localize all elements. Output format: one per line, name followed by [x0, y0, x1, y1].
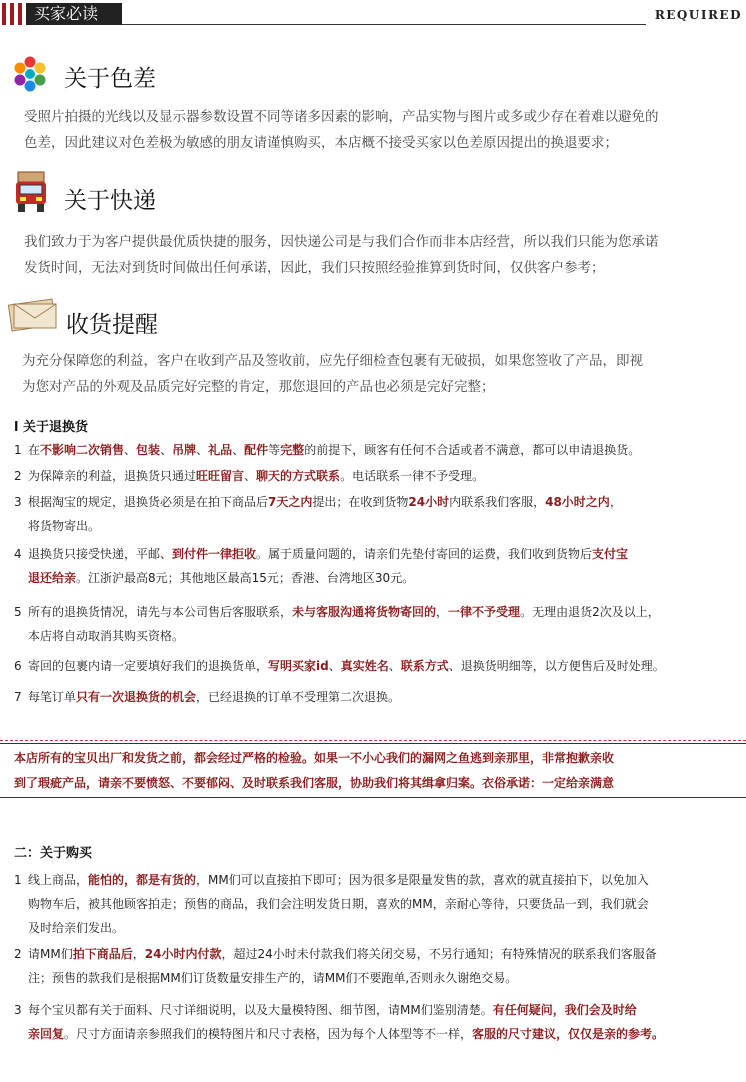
header-tab: 买家必读 [26, 3, 122, 25]
returns-item [14, 464, 484, 488]
emphasis-text: 配件 [244, 443, 269, 457]
item-number: 6 [14, 659, 22, 673]
text-segment: 、 [196, 443, 209, 457]
emphasis-text: 吊牌 [172, 443, 197, 457]
returns-item [14, 685, 400, 709]
text-segment: ，MM们可以直接拍下即可；因为很多是限量发售的款，喜欢的就直接拍下，以免加入 [196, 873, 649, 887]
item-number: 4 [14, 547, 22, 561]
text-line: 发货时间，无法对到货时间做出任何承诺，因此，我们只按照经验推算到货时间，仅供客户参考； [24, 260, 605, 276]
emphasis-text: 一律不予受理 [448, 605, 521, 619]
text-segment: 、退换货明细等，以方便售后及时处理。 [448, 659, 665, 673]
emphasis-text: 7天之内 [268, 495, 313, 509]
item-line [14, 916, 649, 940]
emphasis-text: 退还给亲 [28, 571, 77, 585]
text-segment: 。无理由退货2次及以上， [520, 605, 660, 619]
header-line [122, 24, 646, 25]
emphasis-text: 礼品 [208, 443, 233, 457]
text-segment: 为保障亲的利益，退换货只通过 [28, 469, 197, 483]
item-continuation: 将货物寄出。 [28, 519, 101, 533]
header-stripe [10, 3, 14, 25]
text-segment: 等 [268, 443, 281, 457]
purchase-title: 二：关于购买 [14, 846, 93, 861]
text-line: 色差，因此建议对色差极为敏感的朋友请谨慎购买，本店概不接受买家以色差原因提出的换退要求； [24, 135, 618, 151]
item-continuation [14, 566, 628, 590]
text-segment: 请MM们 [28, 947, 73, 961]
emphasis-text: 聊天的方式联系 [256, 469, 341, 483]
notice-text [14, 746, 744, 796]
text-segment: 线上商品， [28, 873, 89, 887]
item-number: 1 [14, 443, 22, 457]
notice-border-top-solid [0, 743, 746, 744]
item-number: 5 [14, 605, 22, 619]
returns-item [14, 654, 665, 678]
item-number: 2 [14, 469, 22, 483]
text-segment: ，已经退换的订单不受理第二次退换。 [196, 690, 401, 704]
text-segment: 购物车后，被其他顾客拍走；预售的商品，我们会注明发货日期，喜欢的MM，亲耐心等待，只要货品一到，我们就会 [28, 897, 649, 911]
text-segment: 。属于质量问题的，请亲们先垫付寄回的运费，我们收到货物后 [256, 547, 593, 561]
text-segment: 每笔订单 [28, 690, 77, 704]
text-segment: ，超过24小时未付款我们将关闭交易，不另行通知；有特殊情况的联系我们客服备 [221, 947, 657, 961]
text-segment: 、 [160, 443, 173, 457]
emphasis-text: 有任何疑问，我们会及时给 [492, 1003, 637, 1017]
text-segment: 的前提下，顾客有任何不合适或者不满意，都可以申请退换货。 [304, 443, 641, 457]
emphasis-text: 到付件一律拒收 [172, 547, 257, 561]
emphasis-text: 客服的尺寸建议，仅仅是亲的参考。 [472, 1027, 665, 1041]
text-segment: 。电话联系一律不予受理。 [340, 469, 485, 483]
item-line [14, 1022, 664, 1046]
emphasis-text: 真实姓名 [340, 659, 389, 673]
text-segment: 所有的退换货情况，请先与本公司售后客服联系， [28, 605, 293, 619]
item-line [14, 868, 649, 892]
emphasis-text: 联系方式 [400, 659, 449, 673]
text-segment: ， [132, 947, 145, 961]
text-segment: 、 [232, 443, 245, 457]
item-number: 3 [14, 495, 22, 509]
item-number: 3 [14, 1003, 22, 1017]
notice-line: 到了瑕疵产品，请亲不要愤怒、不要郁闷、及时联系我们客服，协助我们将其缉拿归案。衣俗承诺：一定给亲满意 [14, 776, 615, 790]
emphasis-text: 完整 [280, 443, 305, 457]
text-segment: 根据淘宝的规定，退换货必须是在拍下商品后 [28, 495, 269, 509]
emphasis-text: 支付宝 [592, 547, 629, 561]
purchase-item [14, 942, 657, 990]
text-segment: 在 [28, 443, 41, 457]
emphasis-text: 亲回复 [28, 1027, 65, 1041]
section-text-color [24, 104, 659, 156]
returns-item [14, 490, 622, 538]
emphasis-text: 旺旺留言 [196, 469, 245, 483]
emphasis-text: 写明买家id [268, 659, 329, 673]
emphasis-text: 只有一次退换货的机会 [76, 690, 197, 704]
emphasis-text: 24小时内付款 [144, 947, 222, 961]
text-segment: 内联系我们客服， [449, 495, 546, 509]
text-segment: 、 [328, 659, 341, 673]
header-bar [0, 0, 746, 28]
item-line [14, 998, 664, 1022]
text-segment: 及时给亲们发出。 [28, 921, 125, 935]
text-segment: 提出；在收到货物 [312, 495, 409, 509]
section-text-receipt [22, 348, 643, 400]
emphasis-text: 48小时之内 [545, 495, 610, 509]
text-segment: 、 [244, 469, 257, 483]
text-segment: 、 [124, 443, 137, 457]
item-number: 2 [14, 947, 22, 961]
truck-icon [12, 170, 50, 214]
header-stripe [2, 3, 6, 25]
required-label: REQUIRED [654, 8, 742, 22]
notice-border-bottom [0, 797, 746, 798]
text-segment: 。江浙沪最高8元；其他地区最高15元；香港、台湾地区30元。 [76, 571, 415, 585]
text-segment: 。尺寸方面请亲参照我们的模特图片和尺寸表格，因为每个人体型等不一样， [64, 1027, 473, 1041]
emphasis-text: 未与客服沟通将货物寄回的 [292, 605, 437, 619]
text-segment: ， [609, 495, 622, 509]
color-hexagons-icon [12, 56, 48, 92]
purchase-item [14, 868, 649, 940]
text-segment: 退换货只接受快递，平邮、 [28, 547, 173, 561]
text-segment: 寄回的包裹内请一定要填好我们的退换货单， [28, 659, 269, 673]
text-segment: ， [436, 605, 449, 619]
text-segment: 每个宝贝都有关于面料、尺寸详细说明，以及大量模特图、细节图，请MM们鉴别清楚。 [28, 1003, 493, 1017]
text-line: 为您对产品的外观及品质完好完整的肯定，那您退回的产品也必须是完好完整； [22, 379, 495, 395]
returns-item [14, 438, 640, 462]
text-segment: 、 [388, 659, 401, 673]
emphasis-text: 能怕的，都是有货的 [88, 873, 197, 887]
emphasis-text: 24小时 [408, 495, 450, 509]
envelope-icon [8, 298, 58, 332]
section-title-color: 关于色差 [64, 66, 156, 92]
returns-title: l 关于退换货 [14, 420, 88, 435]
returns-item [14, 542, 628, 590]
notice-border-top [0, 740, 746, 741]
item-number: 7 [14, 690, 22, 704]
emphasis-text: 包装 [136, 443, 161, 457]
section-text-express [24, 229, 659, 281]
text-segment: 注；预售的款我们是根据MM们订货数量安排生产的，请MM们不要跑单,否则永久谢绝交易。 [28, 971, 518, 985]
item-continuation: 本店将自动取消其购买资格。 [28, 629, 185, 643]
item-line [14, 942, 657, 966]
returns-item [14, 600, 660, 648]
text-line: 受照片拍摄的光线以及显示器参数设置不同等诸多因素的影响，产品实物与图片或多或少存在着难以避免的 [24, 109, 659, 125]
item-line [14, 892, 649, 916]
text-line: 为充分保障您的利益，客户在收到产品及签收前，应先仔细检查包裹有无破损，如果您签收了产品，即视 [22, 353, 643, 369]
item-line [14, 966, 657, 990]
emphasis-text: 不影响二次销售 [40, 443, 125, 457]
text-line: 我们致力于为客户提供最优质快捷的服务，因快递公司是与我们合作而非本店经营，所以我们只能为您承诺 [24, 234, 659, 250]
notice-line: 本店所有的宝贝出厂和发货之前，都会经过严格的检验。如果一不小心我们的漏网之鱼逃到亲那里，非常抱歉亲收 [14, 751, 615, 765]
emphasis-text: 拍下商品后 [72, 947, 133, 961]
section-title-express: 关于快递 [64, 188, 156, 214]
section-title-receipt: 收货提醒 [66, 312, 158, 338]
purchase-item [14, 998, 664, 1046]
item-number: 1 [14, 873, 22, 887]
header-stripe [18, 3, 22, 25]
